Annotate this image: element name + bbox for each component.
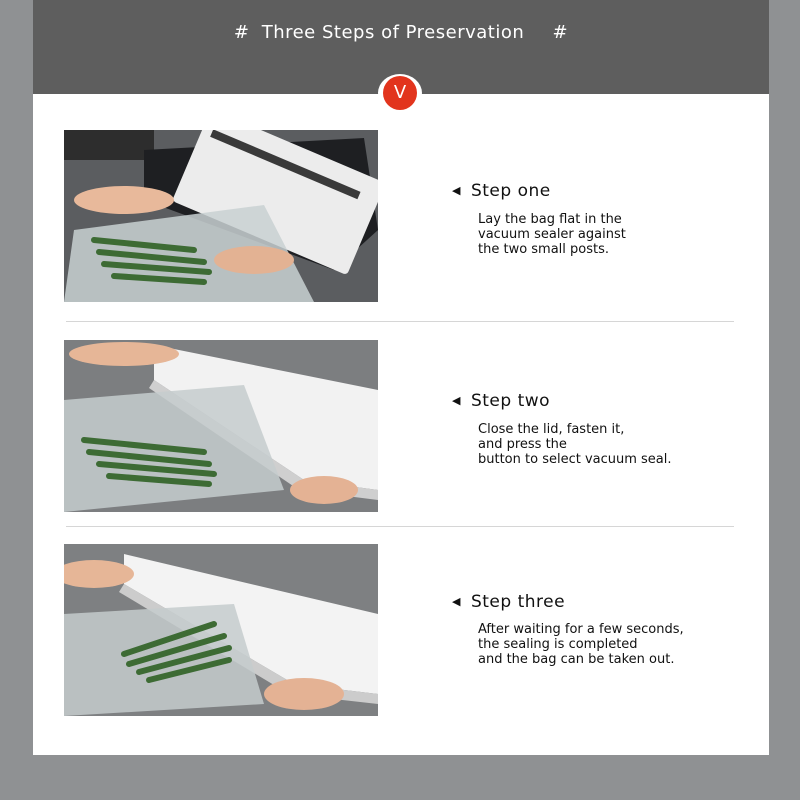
divider-2 <box>66 526 734 527</box>
step-three-photo <box>64 544 378 716</box>
step-one-line-2: vacuum sealer against <box>478 227 626 242</box>
step-two-description <box>478 422 763 467</box>
step-three-line-1: After waiting for a few seconds, <box>478 622 684 637</box>
step-one-description <box>478 212 763 257</box>
step-three-title: Step three <box>470 592 566 612</box>
step-one-marker-icon: ◀ <box>452 184 461 197</box>
divider-1 <box>66 321 734 322</box>
step-three-marker-icon: ◀ <box>452 595 461 608</box>
step-one-title: Step one <box>470 181 551 201</box>
step-one-line-3: the two small posts. <box>478 242 610 257</box>
v-badge <box>378 74 422 112</box>
step-one-line-1: Lay the bag flat in the <box>478 212 622 227</box>
step-two-title: Step two <box>470 391 551 411</box>
step-three-line-2: the sealing is completed <box>478 637 638 652</box>
hash-right: # <box>552 22 569 43</box>
step-two-heading <box>452 391 550 411</box>
step-two-line-1: Close the lid, fasten it, <box>478 422 625 437</box>
section-title <box>33 22 769 43</box>
step-two-line-3: button to select vacuum seal. <box>478 452 672 467</box>
step-three-description <box>478 622 763 667</box>
hash-left: # <box>233 22 250 43</box>
step-two-line-2: and press the <box>478 437 567 452</box>
step-one-heading <box>452 181 551 201</box>
step-two-marker-icon: ◀ <box>452 394 461 407</box>
v-badge-letter: V <box>383 76 417 110</box>
step-two-photo <box>64 340 378 512</box>
title-text: Three Steps of Preservation <box>261 22 525 43</box>
step-one-photo <box>64 130 378 302</box>
step-three-heading <box>452 592 565 612</box>
step-three-line-3: and the bag can be taken out. <box>478 652 675 667</box>
